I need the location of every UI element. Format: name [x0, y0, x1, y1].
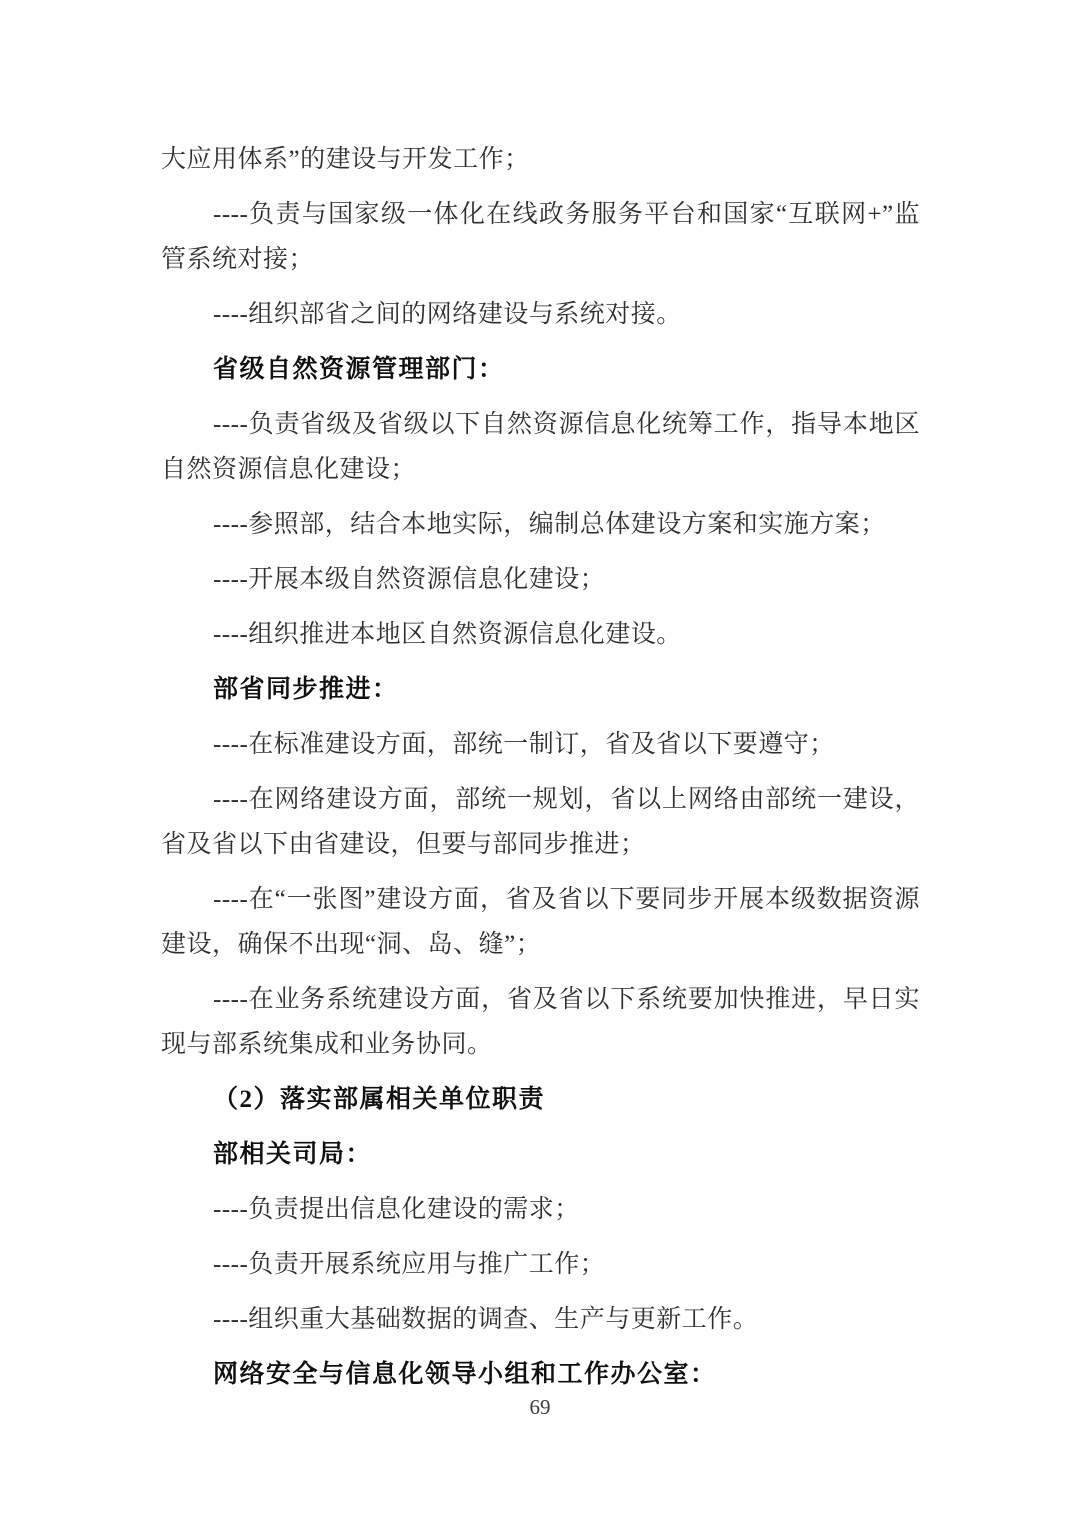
section-heading: 省级自然资源管理部门： [213, 356, 505, 383]
paragraph: ----负责开展系统应用与推广工作； [213, 1251, 606, 1278]
paragraph: ----组织推进本地区自然资源信息化建设。 [213, 621, 682, 648]
page-number: 69 [529, 1395, 551, 1419]
paragraph: ----负责省级及省级以下自然资源信息化统筹工作，指导本地区自然资源信息化建设； [161, 411, 920, 483]
paragraph: ----负责提出信息化建设的需求； [213, 1196, 580, 1223]
paragraph: ----负责与国家级一体化在线政务服务平台和国家“互联网+”监管系统对接； [161, 201, 920, 273]
section-heading: 网络安全与信息化领导小组和工作办公室： [213, 1361, 717, 1388]
paragraph: ----参照部，结合本地实际，编制总体建设方案和实施方案； [213, 511, 886, 538]
section-heading: 部相关司局： [213, 1141, 373, 1168]
paragraph: ----在业务系统建设方面，省及省以下系统要加快推进，早日实现与部系统集成和业务协同。 [161, 986, 920, 1058]
section-heading: 部省同步推进： [213, 676, 399, 703]
paragraph-continuation: 大应用体系”的建设与开发工作； [161, 146, 530, 173]
paragraph: ----在网络建设方面，部统一规划，省以上网络由部统一建设，省及省以下由省建设，但要与部同步推进； [161, 786, 920, 858]
document-body [161, 137, 920, 1407]
paragraph: ----开展本级自然资源信息化建设； [213, 566, 606, 593]
paragraph: ----在“一张图”建设方面，省及省以下要同步开展本级数据资源建设，确保不出现“洞、岛、缝”； [161, 886, 920, 958]
paragraph: ----在标准建设方面，部统一制订，省及省以下要遵守； [213, 731, 835, 758]
paragraph: ----组织重大基础数据的调查、生产与更新工作。 [213, 1306, 759, 1333]
paragraph: ----组织部省之间的网络建设与系统对接。 [213, 301, 682, 328]
section-heading: （2）落实部属相关单位职责 [213, 1086, 546, 1113]
